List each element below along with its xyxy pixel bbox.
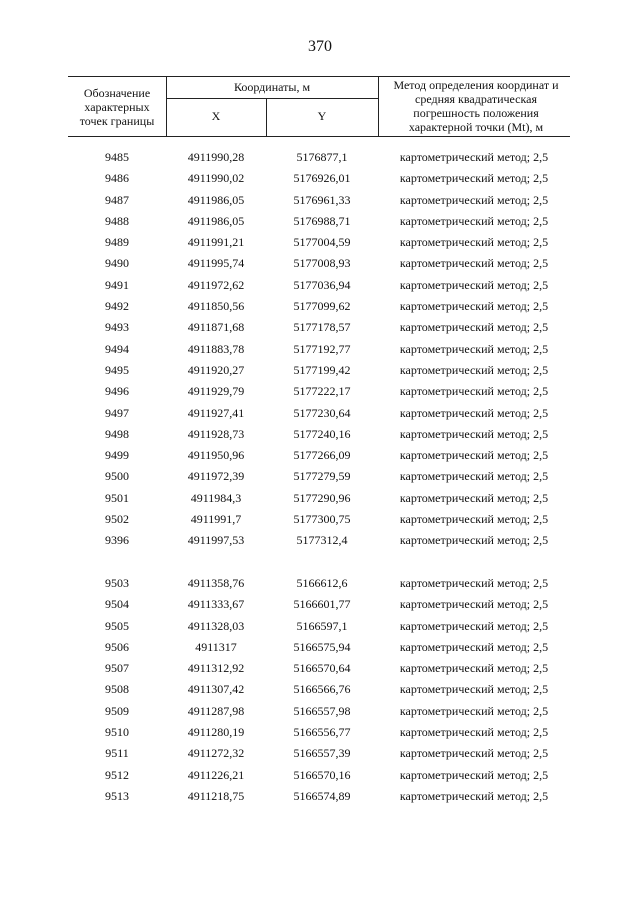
method-cell: картометрический метод; 2,5	[399, 490, 549, 505]
point-id-cell: 9500	[105, 469, 129, 484]
point-id-cell: 9396	[105, 533, 129, 548]
coord-x-cell: 4911850,56	[187, 299, 245, 314]
method-cell: картометрический метод; 2,5	[399, 639, 549, 654]
header-coords: Координаты, м	[233, 80, 311, 94]
coord-x-cell: 4911358,76	[187, 575, 245, 590]
point-id-cell: 9486	[105, 171, 129, 186]
coord-x-cell: 4911991,21	[187, 235, 245, 250]
page-number: 370	[308, 38, 332, 55]
method-cell: картометрический метод; 2,5	[399, 575, 549, 590]
point-id-cell: 9504	[105, 597, 129, 612]
point-id-cell: 9497	[105, 405, 129, 420]
header-method: Метод определения координат и средняя квадратическая погрешность положения характерной точки (Mt), м	[393, 78, 559, 134]
coord-x-cell: 4911984,3	[190, 490, 242, 505]
method-cell: картометрический метод; 2,5	[399, 788, 549, 803]
point-id-cell: 9511	[105, 746, 129, 761]
table-row	[68, 275, 570, 296]
method-cell: картометрический метод; 2,5	[399, 192, 549, 207]
table-row	[68, 637, 570, 658]
table-row	[68, 296, 570, 317]
table-row	[68, 211, 570, 232]
coord-y-cell: 5177222,17	[293, 384, 351, 399]
table-body	[68, 147, 570, 807]
table-row	[68, 339, 570, 360]
group-gap	[68, 552, 570, 573]
coord-y-cell: 5177099,62	[293, 299, 351, 314]
point-id-cell: 9512	[105, 767, 129, 782]
method-cell: картометрический метод; 2,5	[399, 299, 549, 314]
coord-x-cell: 4911218,75	[187, 788, 245, 803]
table-row	[68, 573, 570, 594]
point-id-cell: 9503	[105, 575, 129, 590]
coord-y-cell: 5177290,96	[293, 490, 351, 505]
method-cell: картометрический метод; 2,5	[399, 150, 549, 164]
coord-x-cell: 4911929,79	[187, 384, 245, 399]
coord-y-cell: 5176877,1	[296, 150, 348, 164]
coord-y-cell: 5177178,57	[293, 320, 351, 335]
point-id-cell: 9492	[105, 299, 129, 314]
coord-y-cell: 5166612,6	[296, 575, 348, 590]
method-cell: картометрический метод; 2,5	[399, 341, 549, 356]
point-id-cell: 9493	[105, 320, 129, 335]
header-x: X	[211, 109, 221, 123]
table-row	[68, 616, 570, 637]
method-cell: картометрический метод; 2,5	[399, 213, 549, 228]
coord-x-cell: 4911333,67	[187, 597, 245, 612]
header-top-rule	[68, 76, 570, 77]
table-row	[68, 701, 570, 722]
coord-y-cell: 5176988,71	[293, 213, 351, 228]
table-row	[68, 765, 570, 786]
coord-x-cell: 4911871,68	[187, 320, 245, 335]
point-id-cell: 9513	[105, 788, 129, 803]
coord-y-cell: 5177230,64	[293, 405, 351, 420]
method-cell: картометрический метод; 2,5	[399, 320, 549, 335]
table-row	[68, 743, 570, 764]
coord-y-cell: 5176926,01	[293, 171, 351, 186]
coord-x-cell: 4911272,32	[187, 746, 245, 761]
coords-sub-rule	[166, 98, 378, 99]
table-row	[68, 679, 570, 700]
table-row	[68, 381, 570, 402]
table-row	[68, 168, 570, 189]
point-id-cell: 9494	[105, 341, 129, 356]
point-id-cell: 9501	[105, 490, 129, 505]
coord-y-cell: 5176961,33	[293, 192, 351, 207]
method-cell: картометрический метод; 2,5	[399, 384, 549, 399]
coord-y-cell: 5177240,16	[293, 426, 351, 441]
point-id-cell: 9502	[105, 512, 129, 527]
table-row	[68, 488, 570, 509]
method-cell: картометрический метод; 2,5	[399, 426, 549, 441]
point-id-cell: 9490	[105, 256, 129, 271]
coord-x-cell: 4911928,73	[187, 426, 245, 441]
coord-x-cell: 4911328,03	[187, 618, 245, 633]
method-cell: картометрический метод; 2,5	[399, 448, 549, 463]
coord-y-cell: 5177004,59	[293, 235, 351, 250]
method-cell: картометрический метод; 2,5	[399, 618, 549, 633]
table-row	[68, 722, 570, 743]
coord-y-cell: 5166574,89	[293, 788, 351, 803]
method-cell: картометрический метод; 2,5	[399, 533, 549, 548]
table-row	[68, 786, 570, 807]
header-y: Y	[317, 109, 327, 123]
table-row	[68, 424, 570, 445]
coord-x-cell: 4911995,74	[187, 256, 245, 271]
point-id-cell: 9509	[105, 703, 129, 718]
table-row	[68, 253, 570, 274]
method-cell: картометрический метод; 2,5	[399, 512, 549, 527]
method-cell: картометрический метод; 2,5	[399, 277, 549, 292]
point-id-cell: 9498	[105, 426, 129, 441]
coord-x-cell: 4911972,39	[187, 469, 245, 484]
coord-x-cell: 4911287,98	[187, 703, 245, 718]
point-id-cell: 9508	[105, 682, 129, 697]
coord-y-cell: 5166557,98	[293, 703, 351, 718]
coord-y-cell: 5166557,39	[293, 746, 351, 761]
table-row	[68, 403, 570, 424]
coord-x-cell: 4911986,05	[187, 213, 245, 228]
coord-y-cell: 5166570,16	[293, 767, 351, 782]
point-id-cell: 9488	[105, 213, 129, 228]
coord-y-cell: 5177266,09	[293, 448, 351, 463]
coord-x-cell: 4911997,53	[187, 533, 245, 548]
coord-y-cell: 5166570,64	[293, 661, 351, 676]
table-row	[68, 594, 570, 615]
method-cell: картометрический метод; 2,5	[399, 767, 549, 782]
point-id-cell: 9506	[105, 639, 129, 654]
coord-x-cell: 4911990,02	[187, 171, 245, 186]
point-id-cell: 9496	[105, 384, 129, 399]
method-cell: картометрический метод; 2,5	[399, 597, 549, 612]
point-id-cell: 9505	[105, 618, 129, 633]
method-cell: картометрический метод; 2,5	[399, 661, 549, 676]
table-row	[68, 509, 570, 530]
coord-y-cell: 5166566,76	[293, 682, 351, 697]
coord-x-cell: 4911317	[195, 639, 237, 654]
coord-x-cell: 4911226,21	[187, 767, 245, 782]
point-id-cell: 9510	[105, 725, 129, 740]
coord-y-cell: 5177036,94	[293, 277, 351, 292]
coord-y-cell: 5166597,1	[296, 618, 348, 633]
coord-x-cell: 4911920,27	[187, 362, 245, 377]
point-id-cell: 9491	[105, 277, 129, 292]
table-row	[68, 445, 570, 466]
table-row	[68, 360, 570, 381]
method-cell: картометрический метод; 2,5	[399, 469, 549, 484]
method-cell: картометрический метод; 2,5	[399, 171, 549, 186]
method-cell: картометрический метод; 2,5	[399, 746, 549, 761]
coord-y-cell: 5177199,42	[293, 362, 351, 377]
table-row	[68, 530, 570, 551]
coord-y-cell: 5177279,59	[293, 469, 351, 484]
point-id-cell: 9499	[105, 448, 129, 463]
coord-x-cell: 4911986,05	[187, 192, 245, 207]
method-cell: картометрический метод; 2,5	[399, 682, 549, 697]
header-bottom-rule	[68, 136, 570, 137]
point-id-cell: 9487	[105, 192, 129, 207]
table-row	[68, 466, 570, 487]
table-row	[68, 147, 570, 168]
table-row	[68, 190, 570, 211]
coord-y-cell: 5166556,77	[293, 725, 351, 740]
method-cell: картометрический метод; 2,5	[399, 235, 549, 250]
point-id-cell: 9485	[105, 150, 129, 164]
point-id-cell: 9507	[105, 661, 129, 676]
method-cell: картометрический метод; 2,5	[399, 362, 549, 377]
method-cell: картометрический метод; 2,5	[399, 703, 549, 718]
coord-y-cell: 5177300,75	[293, 512, 351, 527]
coord-x-cell: 4911883,78	[187, 341, 245, 356]
coord-x-cell: 4911280,19	[187, 725, 245, 740]
method-cell: картометрический метод; 2,5	[399, 725, 549, 740]
coord-y-cell: 5177192,77	[293, 341, 351, 356]
table-row	[68, 317, 570, 338]
table-header	[68, 76, 570, 136]
point-id-cell: 9489	[105, 235, 129, 250]
coord-y-cell: 5177312,4	[296, 533, 348, 548]
point-id-cell: 9495	[105, 362, 129, 377]
coord-y-cell: 5166575,94	[293, 639, 351, 654]
header-point: Обозначение характерных точек границы	[79, 86, 155, 128]
table-row	[68, 232, 570, 253]
header-divider	[378, 76, 379, 136]
coord-x-cell: 4911950,96	[187, 448, 245, 463]
method-cell: картометрический метод; 2,5	[399, 405, 549, 420]
coord-y-cell: 5166601,77	[293, 597, 351, 612]
coord-x-cell: 4911927,41	[187, 405, 245, 420]
coord-x-cell: 4911990,28	[187, 150, 245, 164]
method-cell: картометрический метод; 2,5	[399, 256, 549, 271]
coord-y-cell: 5177008,93	[293, 256, 351, 271]
coord-x-cell: 4911307,42	[187, 682, 245, 697]
coord-x-cell: 4911991,7	[190, 512, 242, 527]
coord-x-cell: 4911312,92	[187, 661, 245, 676]
table-row	[68, 658, 570, 679]
coord-x-cell: 4911972,62	[187, 277, 245, 292]
